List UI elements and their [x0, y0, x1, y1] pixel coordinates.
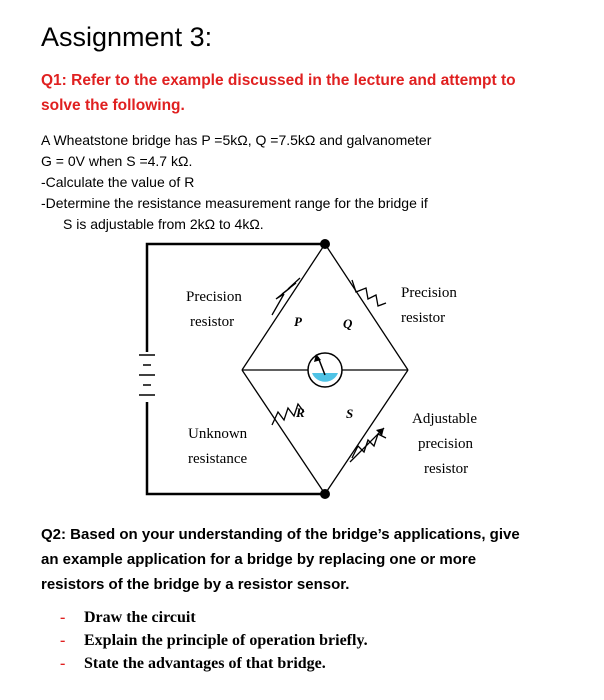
label-p-line: Precision — [186, 289, 242, 305]
problem-line: -Calculate the value of R — [41, 174, 195, 190]
label-q-line: Precision — [401, 285, 457, 301]
label-r-line: Unknown — [188, 426, 248, 442]
task-item — [60, 606, 368, 629]
label-s-line: precision — [418, 436, 473, 452]
galvanometer-icon — [308, 353, 342, 387]
task-bullet: - — [60, 632, 66, 649]
problem-line: S is adjustable from 2kΩ to 4kΩ. — [63, 216, 264, 232]
symbol-r: R — [296, 405, 305, 420]
junction-bottom — [320, 489, 330, 499]
problem-line: -Determine the resistance measurement range for the bridge if — [41, 195, 428, 211]
problem-line: A Wheatstone bridge has P =5kΩ, Q =7.5kΩ and galvanometer — [41, 132, 432, 148]
symbol-s: S — [346, 406, 354, 421]
page-title: Assignment 3: — [41, 22, 213, 52]
task-text: Explain the principle of operation briefly. — [84, 632, 368, 649]
question-2-line: resistors of the bridge by a resistor sensor. — [41, 576, 350, 593]
question-1-line: solve the following. — [41, 97, 185, 114]
problem-line: G = 0V when S =4.7 kΩ. — [41, 153, 193, 169]
symbol-p: P — [294, 314, 302, 329]
label-q-line: resistor — [401, 310, 446, 326]
task-bullet: - — [60, 655, 66, 672]
arm-s — [325, 370, 408, 494]
arm-r — [242, 370, 325, 494]
task-item — [60, 652, 368, 675]
label-s-line: resistor — [424, 461, 469, 477]
label-s-line: Adjustable — [412, 411, 477, 427]
arm-p — [242, 244, 325, 370]
label-p-line: resistor — [190, 314, 235, 330]
question-2-line: Q2: Based on your understanding of the bridge’s applications, give — [41, 526, 520, 543]
task-item — [60, 629, 368, 652]
question-1-line: Q1: Refer to the example discussed in the lecture and attempt to — [41, 72, 516, 89]
adjustable-arrow — [350, 428, 384, 462]
question-2 — [41, 522, 581, 597]
resistor-p-icon — [272, 278, 300, 315]
symbol-q: Q — [343, 316, 353, 331]
task-text: State the advantages of that bridge. — [84, 655, 326, 672]
junction-top — [320, 239, 330, 249]
task-text: Draw the circuit — [84, 609, 196, 626]
battery-icon — [139, 352, 155, 402]
task-list — [60, 606, 368, 675]
arm-q — [325, 244, 408, 370]
question-2-line: an example application for a bridge by replacing one or more — [41, 551, 477, 568]
task-bullet: - — [60, 609, 66, 626]
label-r-line: resistance — [188, 451, 248, 467]
